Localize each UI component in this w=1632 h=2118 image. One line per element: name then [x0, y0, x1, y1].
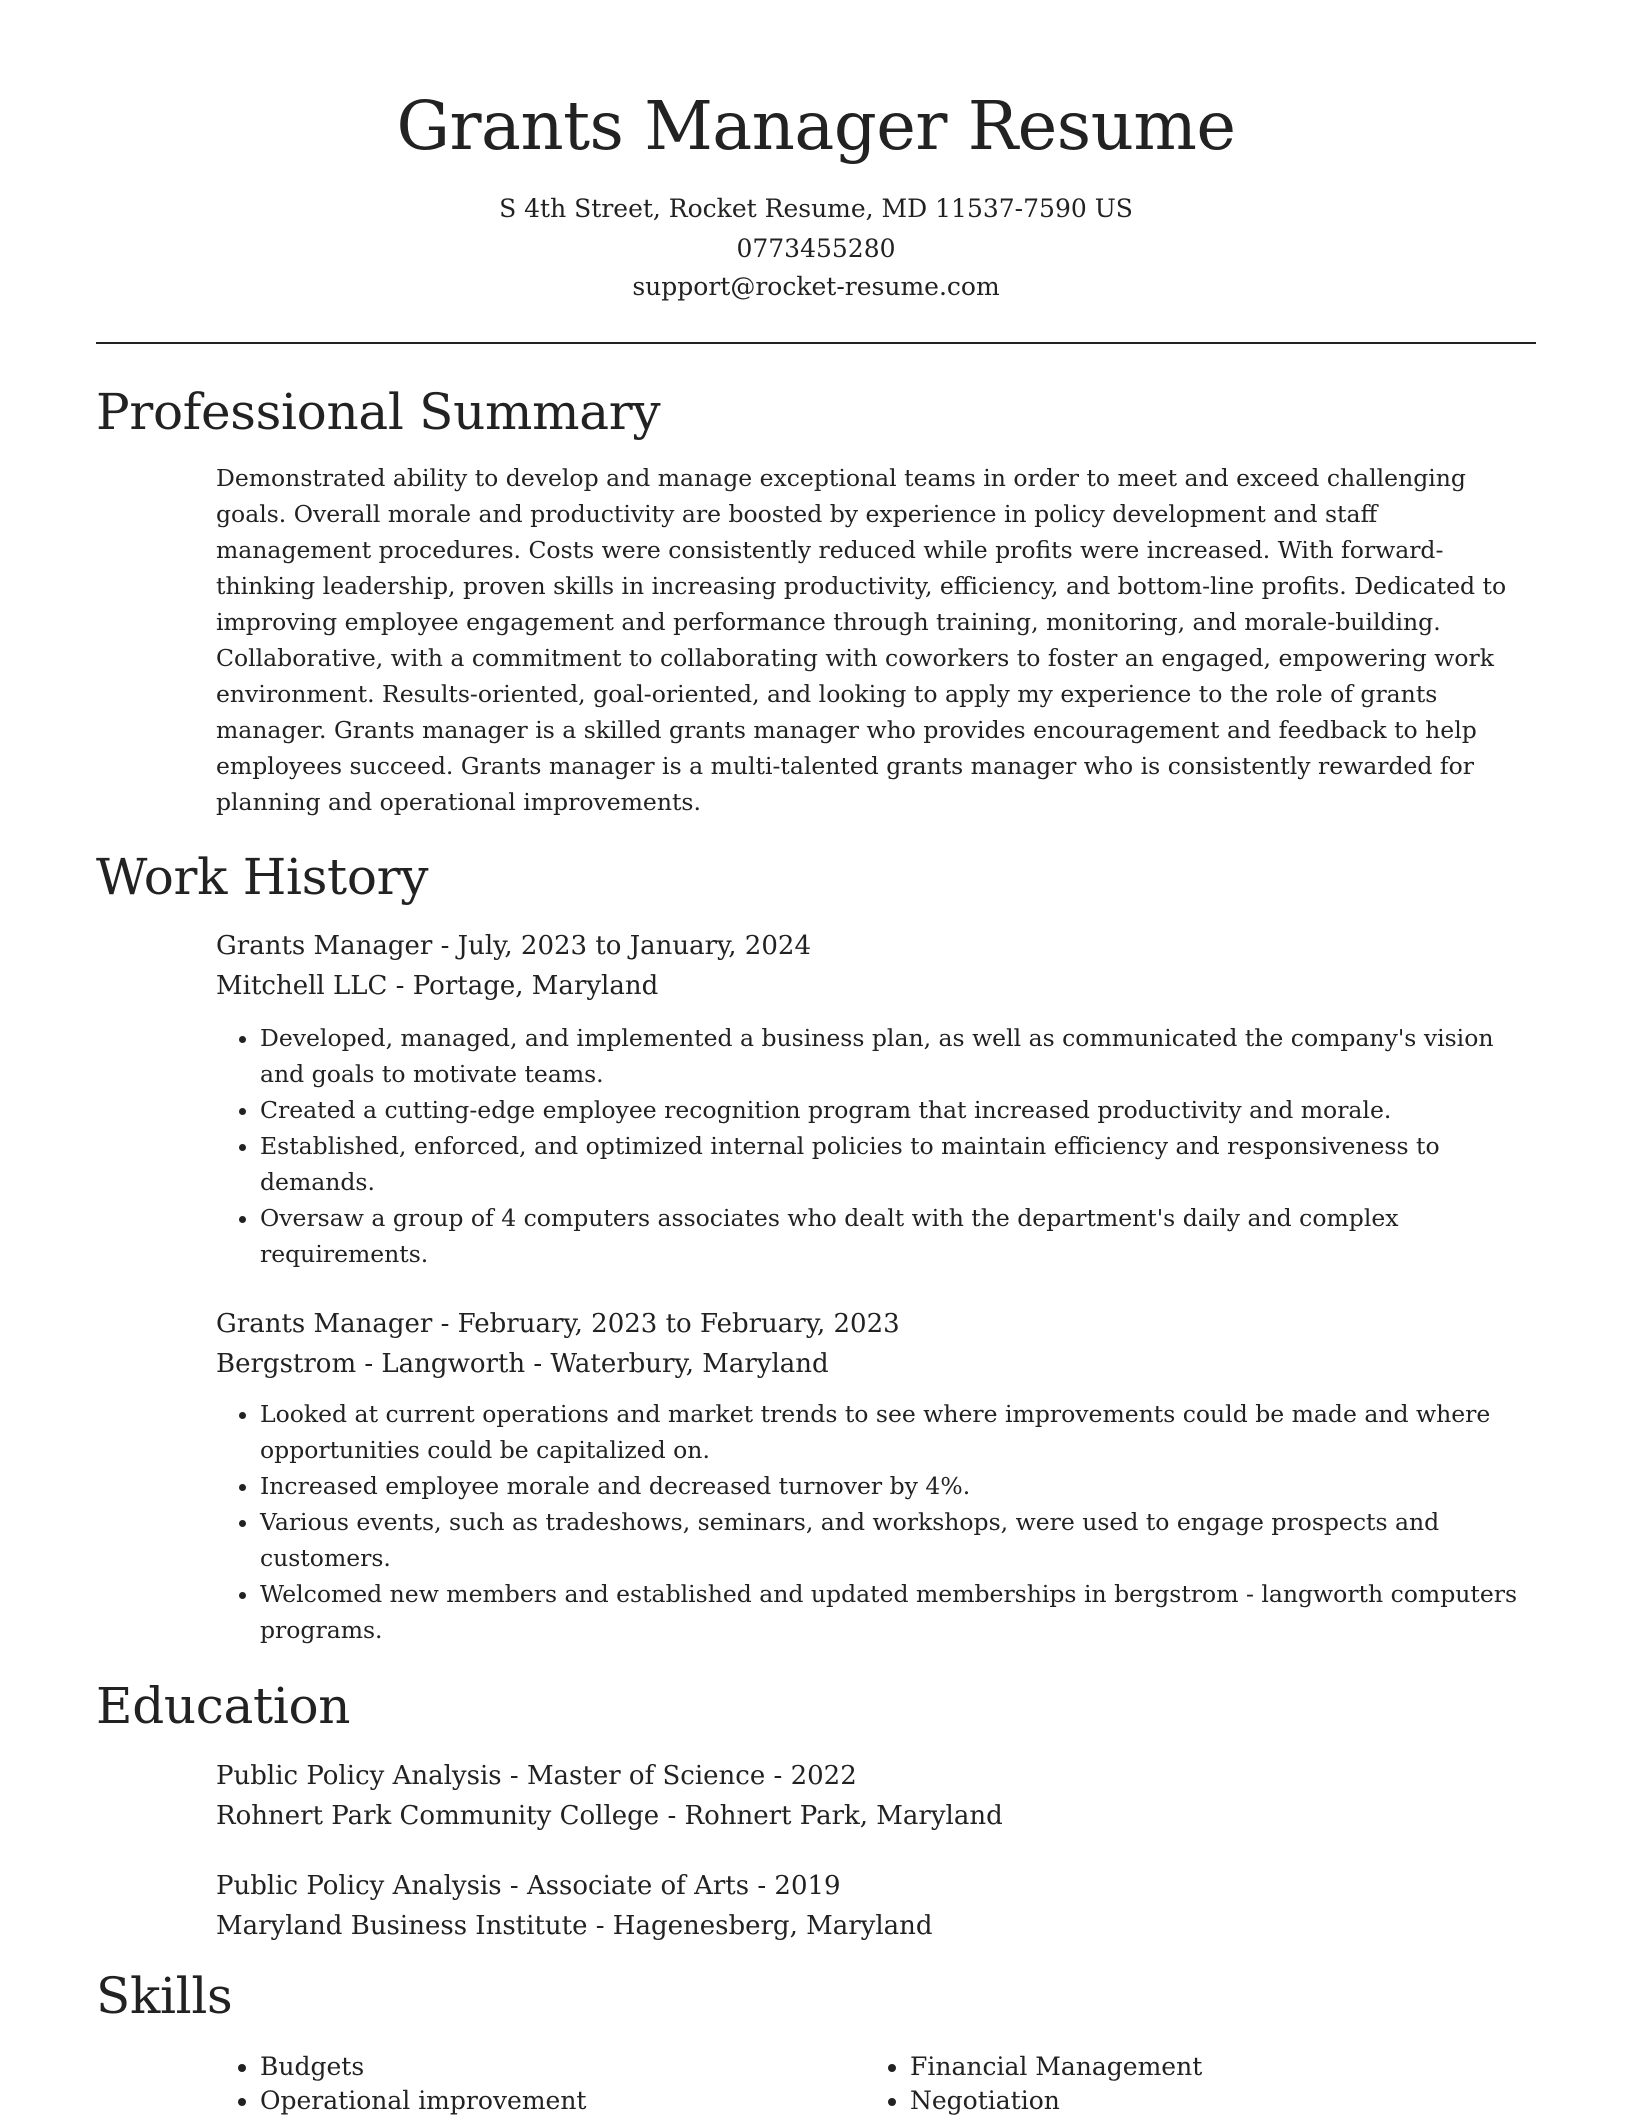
list-item: • Financial Management [910, 2050, 1516, 2084]
separator: - [501, 1871, 527, 1901]
job-company-line [216, 966, 1536, 1006]
job-entry [216, 926, 1536, 1272]
education-degree: Associate of Arts [526, 1871, 750, 1901]
job-title-line [216, 926, 1536, 966]
job-title: Grants Manager [216, 931, 433, 961]
list-item: • Negotiation [910, 2084, 1516, 2118]
separator: - [587, 1911, 613, 1941]
section-title-summary: Professional Summary [96, 383, 661, 441]
job-location: Waterbury, Maryland [550, 1349, 829, 1379]
job-title-line [216, 1304, 1536, 1344]
job-dates: February, 2023 to February, 2023 [457, 1309, 900, 1339]
education-entry [216, 1756, 1536, 1836]
section-title-work: Work History [96, 848, 429, 906]
job-company: Mitchell LLC [216, 971, 388, 1001]
education-degree-line [216, 1756, 1536, 1796]
job-company-line [216, 1344, 1536, 1384]
education-location: Hagenesberg, Maryland [612, 1911, 933, 1941]
education-degree-line [216, 1866, 1536, 1906]
section-title-education: Education [96, 1677, 351, 1735]
education-school: Rohnert Park Community College [216, 1801, 660, 1831]
job-company: Bergstrom - Langworth [216, 1349, 526, 1379]
education-school-line [216, 1796, 1536, 1836]
job-entry [216, 1304, 1536, 1648]
skills-list [216, 2050, 1536, 2118]
education-entry [216, 1866, 1536, 1946]
section-title-skills: Skills [96, 1967, 233, 2025]
education-school: Maryland Business Institute [216, 1911, 588, 1941]
separator: - [749, 1871, 775, 1901]
list-item: • Developed, managed, and implemented a business plan, as well as communicated the company's vision and goals to motivate teams. [260, 1020, 1536, 1092]
separator: - [432, 931, 458, 961]
list-item: • Oversaw a group of 4 computers associates who dealt with the department's daily and complex requirements. [260, 1200, 1536, 1272]
skills-column-left [216, 2050, 866, 2118]
job-dates: July, 2023 to January, 2024 [457, 931, 811, 961]
summary-block [216, 460, 1536, 820]
separator: - [387, 971, 413, 1001]
list-item: • Budgets [260, 2050, 866, 2084]
separator: - [525, 1349, 551, 1379]
contact-address: S 4th Street, Rocket Resume, MD 11537-7590 US [499, 194, 1133, 223]
list-item: • Welcomed new members and established and updated memberships in bergstrom - langworth computers programs. [260, 1576, 1536, 1648]
education-year: 2022 [790, 1761, 857, 1791]
skills-column-right [866, 2050, 1516, 2118]
separator: - [501, 1761, 527, 1791]
job-bullets [216, 1020, 1536, 1272]
education-field: Public Policy Analysis [216, 1761, 502, 1791]
job-location: Portage, Maryland [412, 971, 659, 1001]
separator: - [432, 1309, 458, 1339]
resume-title: Grants Manager Resume [396, 87, 1236, 165]
education-field: Public Policy Analysis [216, 1871, 502, 1901]
list-item: • Established, enforced, and optimized internal policies to maintain efficiency and responsiveness to demands. [260, 1128, 1536, 1200]
list-item: • Various events, such as tradeshows, seminars, and workshops, were used to engage prospects and customers. [260, 1504, 1536, 1576]
list-item: • Created a cutting-edge employee recognition program that increased productivity and morale. [260, 1092, 1536, 1128]
separator: - [659, 1801, 685, 1831]
list-item: • Operational improvement [260, 2084, 866, 2118]
education-location: Rohnert Park, Maryland [684, 1801, 1003, 1831]
list-item: • Looked at current operations and market trends to see where improvements could be made and where opportunities could be capitalized on. [260, 1396, 1536, 1468]
summary-text: Demonstrated ability to develop and manage exceptional teams in order to meet and exceed challenging goals. Overall morale and productivity are boosted by experience in policy development and staff management procedures. Costs were consistently reduced while profits were increased. With forward-thinking leadership, proven skills in increasing productivity, efficiency, and bottom-line profits. Dedicated to improving employee engagement and performance through training, monitoring, and morale-building. Collaborative, with a commitment to collaborating with coworkers to foster an engaged, empowering work environment. Results-oriented, goal-oriented, and looking to apply my experience to the role of grants manager. Grants manager is a skilled grants manager who provides encouragement and feedback to help employees succeed. Grants manager is a multi-talented grants manager who is consistently rewarded for planning and operational improvements. [216, 464, 1507, 816]
separator: - [765, 1761, 791, 1791]
contact-phone: 0773455280 [736, 234, 896, 263]
contact-email: support@rocket-resume.com [632, 272, 1000, 301]
education-degree: Master of Science [526, 1761, 766, 1791]
list-item: • Increased employee morale and decreased turnover by 4%. [260, 1468, 1536, 1504]
job-title: Grants Manager [216, 1309, 433, 1339]
header-divider [96, 342, 1536, 344]
education-year: 2019 [774, 1871, 841, 1901]
education-school-line [216, 1906, 1536, 1946]
job-bullets [216, 1396, 1536, 1648]
